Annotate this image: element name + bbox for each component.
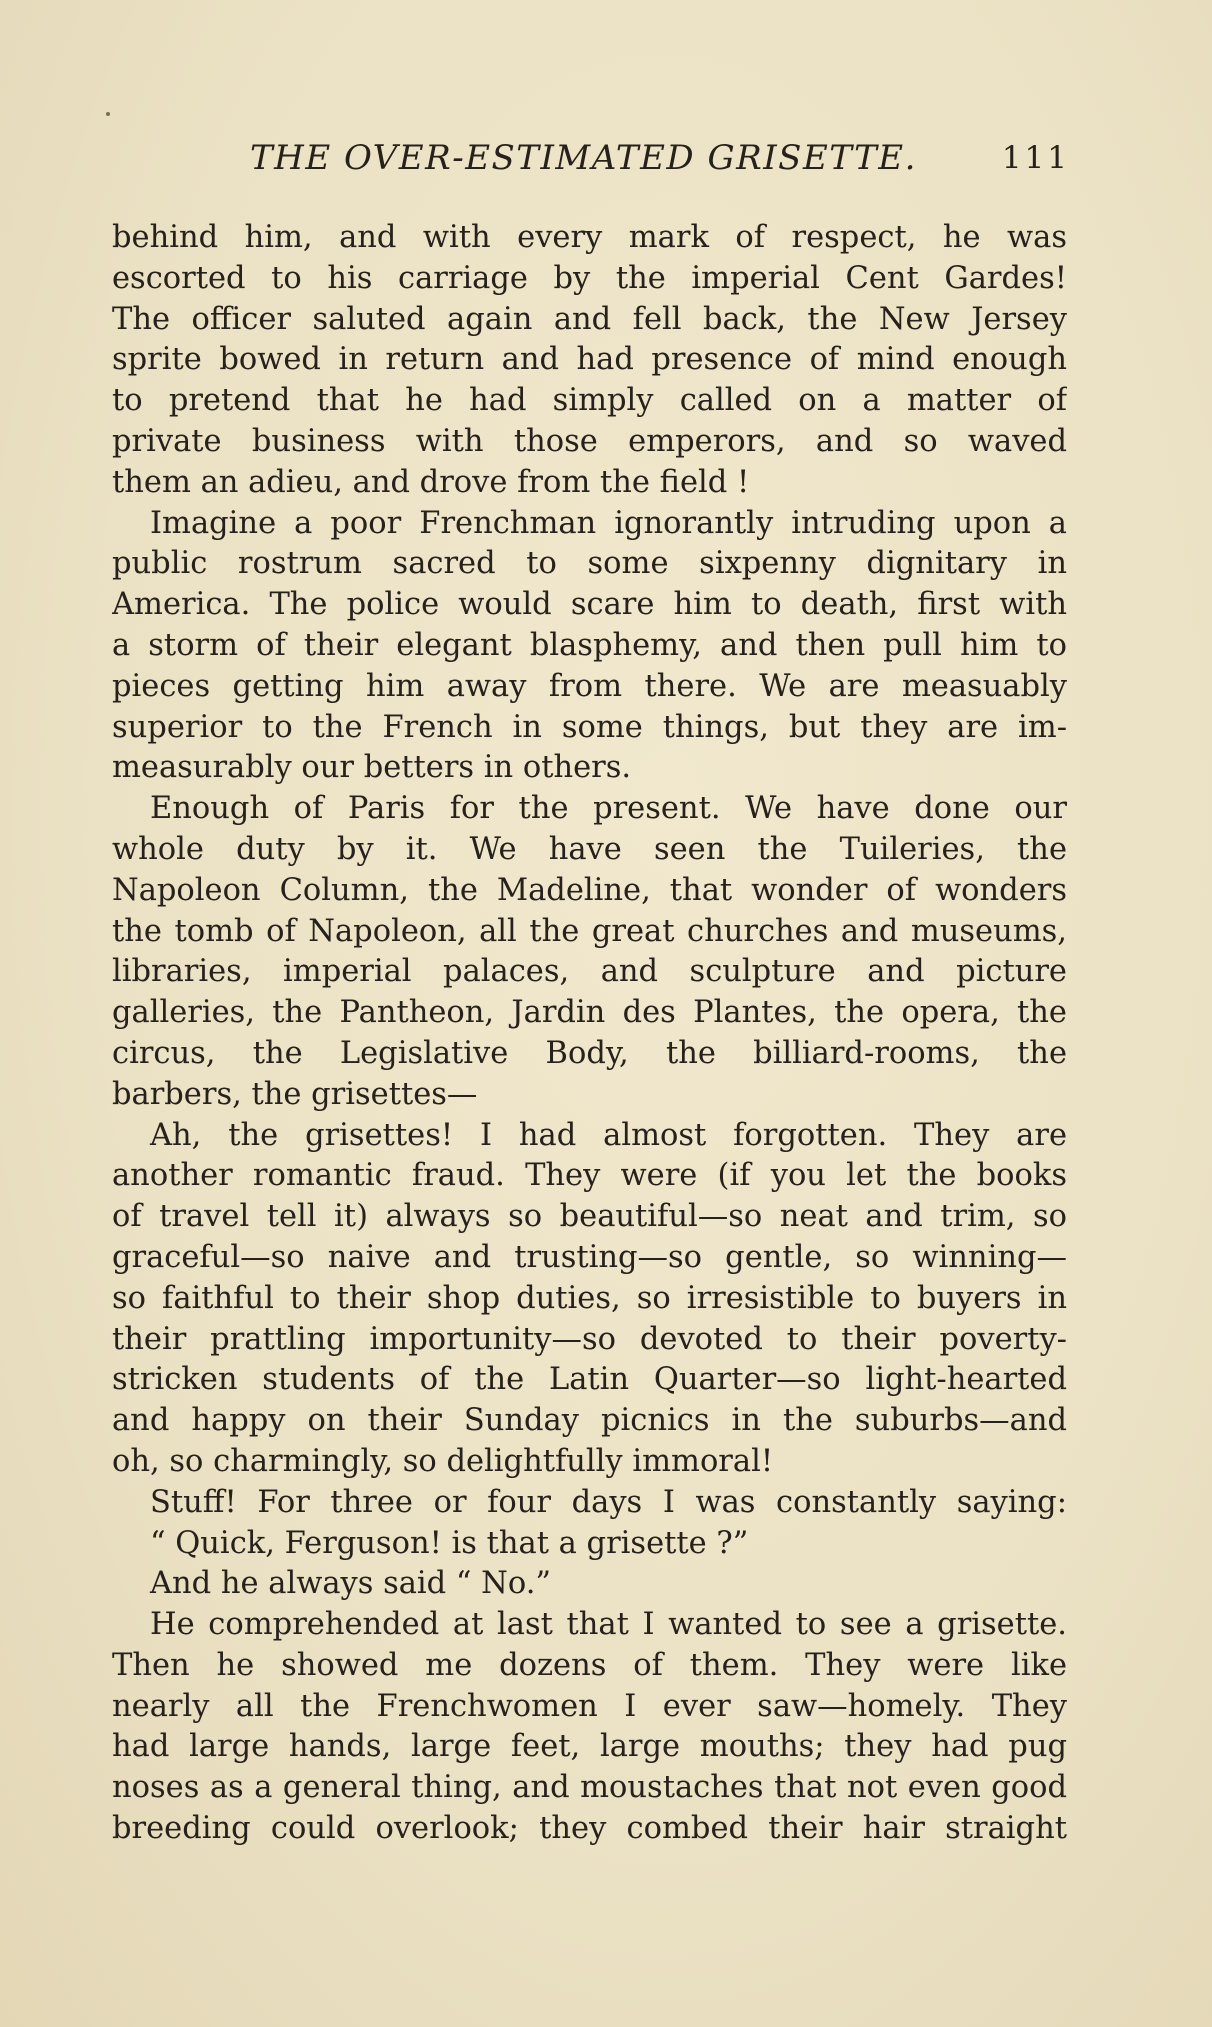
text-line: the tomb of Napoleon, all the great churches and museums, — [112, 913, 1067, 949]
text-line: America. The police would scare him to death, first with — [112, 587, 1067, 623]
text-line: “ Quick, Ferguson! is that a grisette ?” — [150, 1525, 749, 1561]
print-speck — [106, 112, 110, 116]
text-line: of travel tell it) always so beautiful—so neat and trim, so — [112, 1199, 1067, 1235]
text-line: to pretend that he had simply called on a matter of — [112, 383, 1067, 419]
text-line: circus, the Legislative Body, the billiard-rooms, the — [112, 1035, 1067, 1071]
text-line: stricken students of the Latin Quarter—so light-hearted — [112, 1362, 1067, 1398]
text-line: libraries, imperial palaces, and sculpture and picture — [112, 954, 1067, 990]
text-line: measurably our betters in others. — [112, 750, 632, 786]
page-number: 111 — [1001, 140, 1070, 176]
text-line: public rostrum sacred to some sixpenny dignitary in — [112, 546, 1067, 582]
text-line: them an adieu, and drove from the field ! — [112, 464, 750, 500]
text-line: had large hands, large feet, large mouths; they had pug — [112, 1729, 1067, 1765]
text-line: superior to the French in some things, but they are im- — [112, 709, 1067, 745]
text-line: escorted to his carriage by the imperial Cent Gardes! — [112, 260, 1067, 296]
page-header — [110, 138, 1070, 198]
text-line: The officer saluted again and fell back, the New Jersey — [112, 301, 1067, 337]
text-line: galleries, the Pantheon, Jardin des Plantes, the opera, the — [112, 995, 1067, 1031]
text-line: behind him, and with every mark of respect, he was — [112, 220, 1067, 255]
text-line: Enough of Paris for the present. We have done our — [150, 791, 1067, 827]
text-line: whole duty by it. We have seen the Tuileries, the — [112, 831, 1067, 867]
text-line: oh, so charmingly, so delightfully immoral! — [112, 1443, 774, 1479]
text-line: so faithful to their shop duties, so irresistible to buyers in — [112, 1280, 1067, 1316]
text-line: private business with those emperors, and so waved — [112, 423, 1067, 459]
text-line: Then he showed me dozens of them. They were like — [112, 1647, 1067, 1683]
text-line: breeding could overlook; they combed their hair straight — [112, 1811, 1067, 1847]
text-line: Ah, the grisettes! I had almost forgotten. They are — [150, 1117, 1067, 1153]
text-line: barbers, the grisettes— — [112, 1076, 478, 1112]
text-line: Imagine a poor Frenchman ignorantly intruding upon a — [150, 505, 1067, 541]
text-line: and happy on their Sunday picnics in the suburbs—and — [112, 1403, 1067, 1439]
text-line: pieces getting him away from there. We are measuably — [112, 668, 1067, 704]
text-line: noses as a general thing, and moustaches that not even good — [112, 1770, 1067, 1806]
text-line: a storm of their elegant blasphemy, and then pull him to — [112, 627, 1067, 663]
text-line: graceful—so naive and trusting—so gentle, so winning— — [112, 1239, 1067, 1275]
text-line: nearly all the Frenchwomen I ever saw—homely. They — [112, 1688, 1067, 1724]
text-line: Napoleon Column, the Madeline, that wonder of wonders — [112, 872, 1067, 908]
text-line: And he always said “ No.” — [150, 1566, 551, 1602]
text-line: another romantic fraud. They were (if you let the books — [112, 1158, 1067, 1194]
running-title: THE OVER-ESTIMATED GRISETTE. — [250, 138, 917, 178]
text-line: sprite bowed in return and had presence of mind enough — [112, 342, 1067, 378]
text-line: He comprehended at last that I wanted to see a grisette. — [150, 1607, 1067, 1643]
text-line: Stuff! For three or four days I was constantly saying: — [150, 1484, 1067, 1520]
body-text — [112, 218, 1067, 1850]
text-line: their prattling importunity—so devoted to their poverty- — [112, 1321, 1067, 1357]
